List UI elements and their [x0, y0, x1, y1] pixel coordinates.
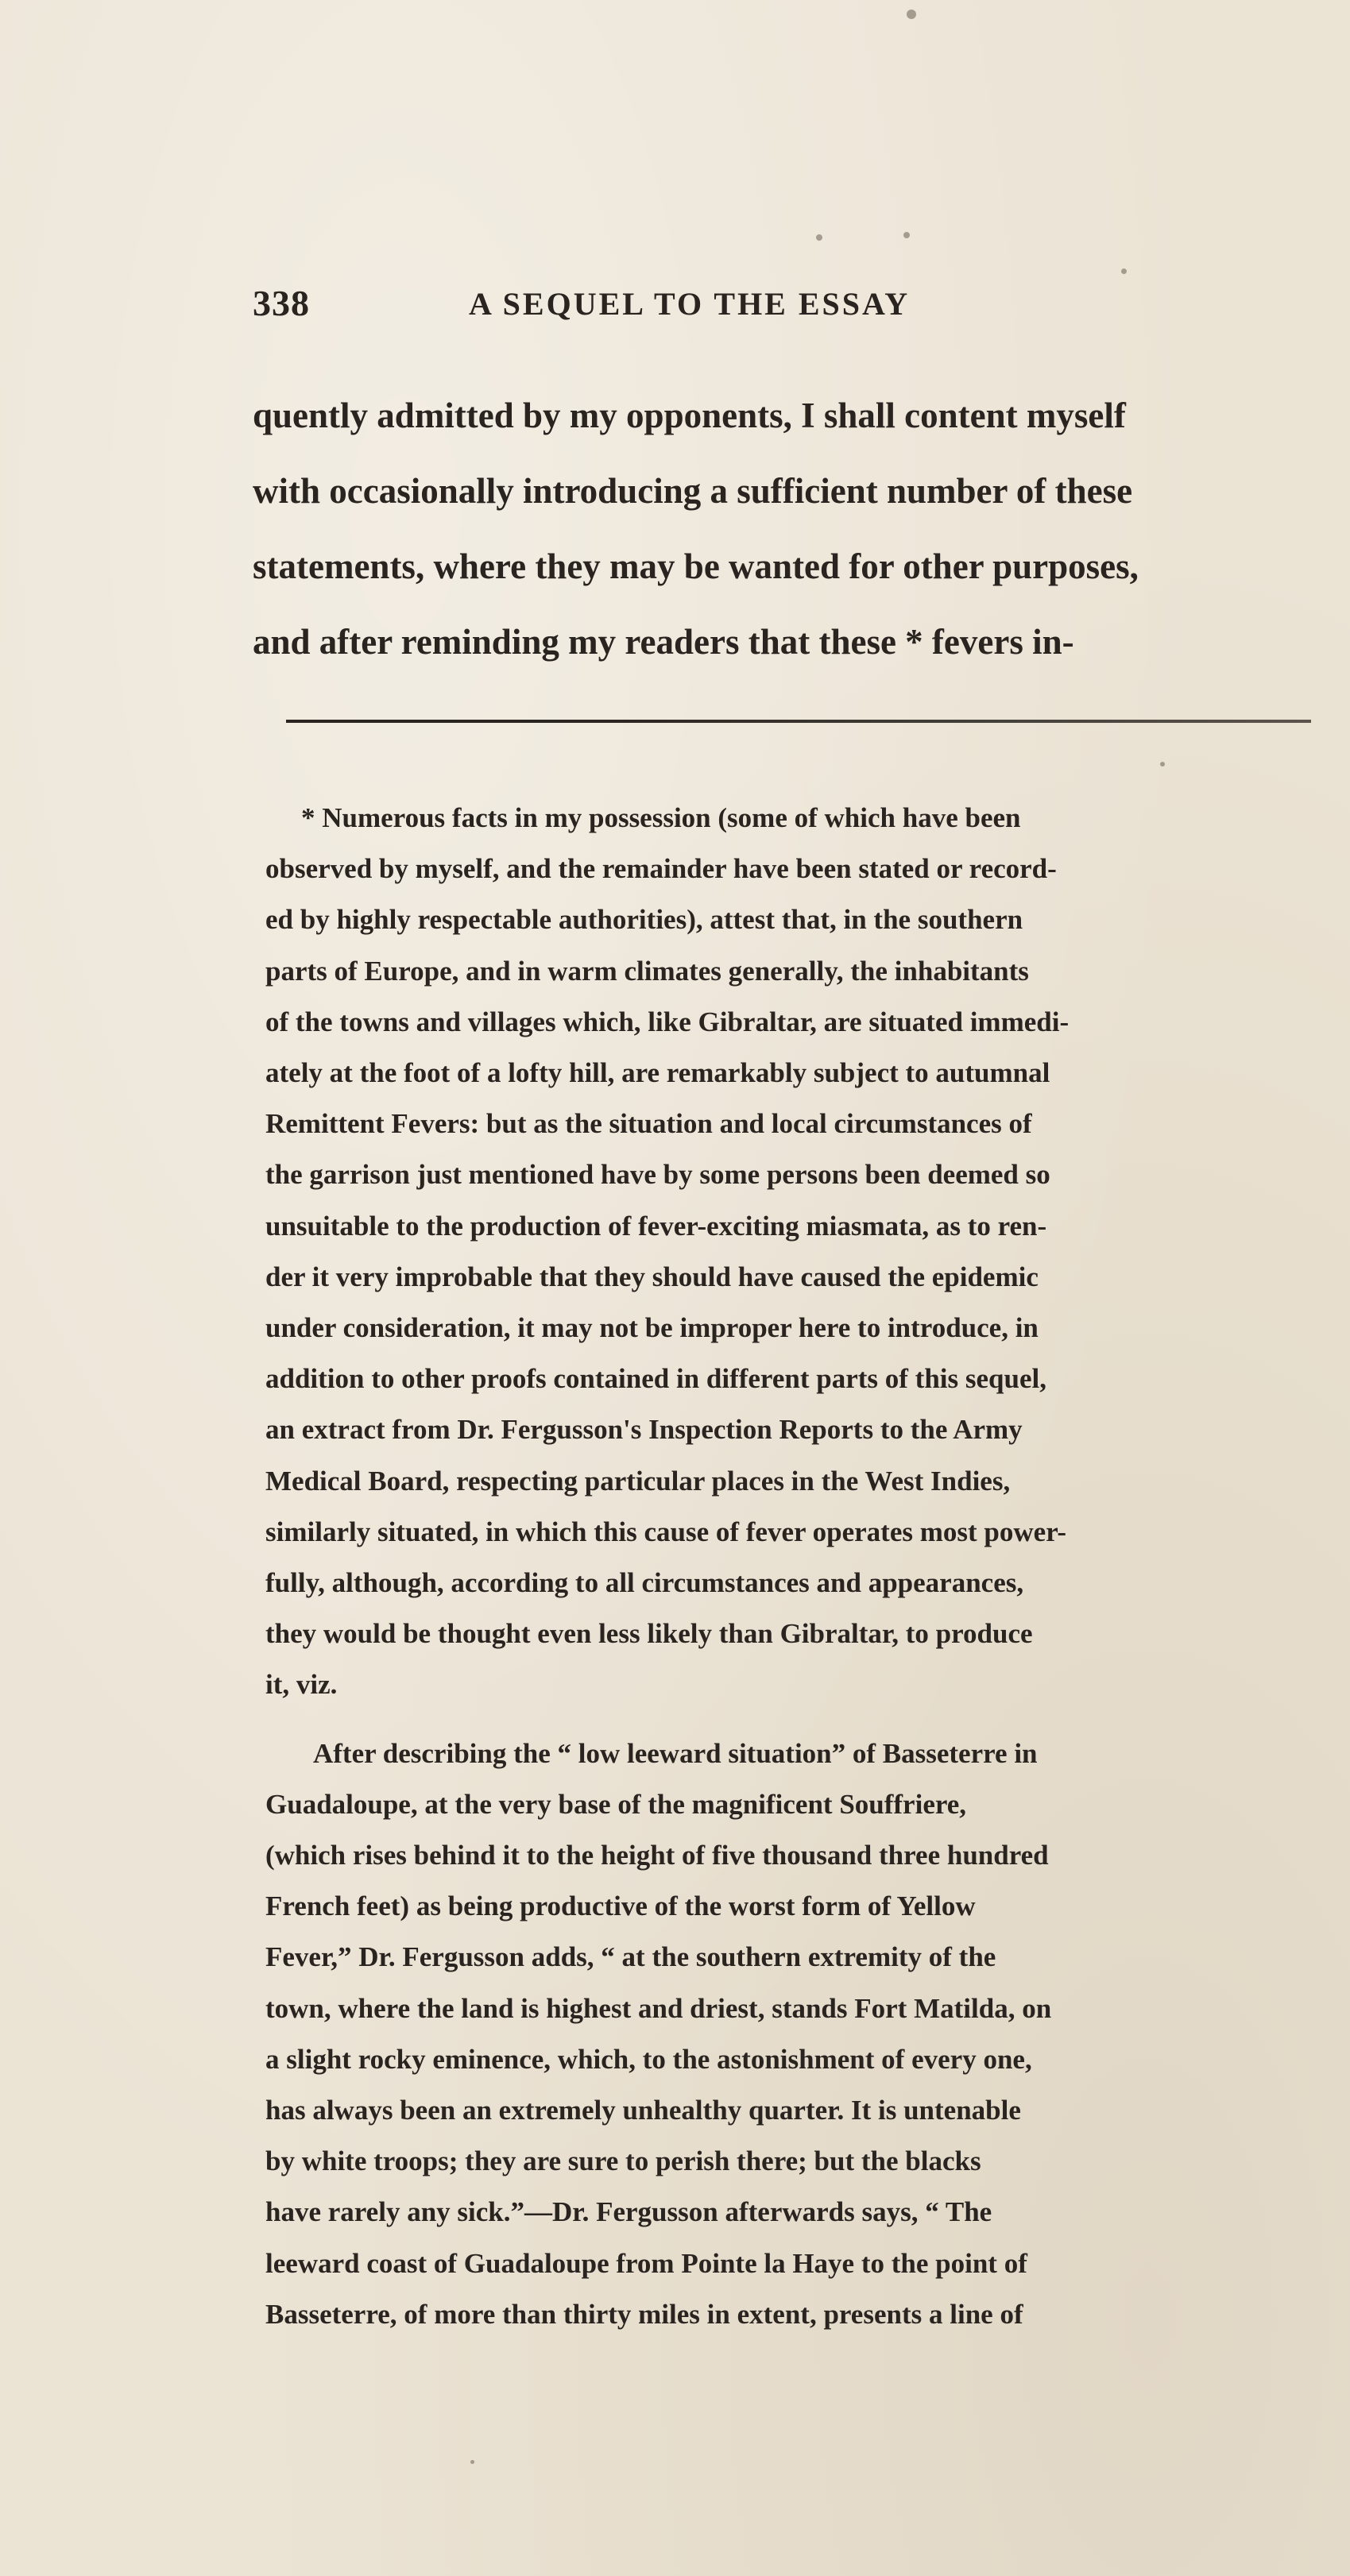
- footnote-line: ed by highly respectable authorities), attest that, in the southern: [265, 904, 1023, 936]
- page-number: 338: [253, 283, 310, 323]
- footnote-line: Guadaloupe, at the very base of the magnificent Souffriere,: [265, 1788, 967, 1820]
- page-header: [253, 282, 1151, 338]
- footnote-line: similarly situated, in which this cause of fever operates most power-: [265, 1516, 1067, 1547]
- main-text-line: statements, where they may be wanted for other purposes,: [253, 546, 1139, 586]
- main-text-line: quently admitted by my opponents, I shall content myself: [253, 396, 1126, 435]
- footnote-line: it, viz.: [265, 1669, 338, 1701]
- main-text-line: and after reminding my readers that these * fevers in-: [253, 622, 1074, 662]
- footnote-line: has always been an extremely unhealthy quarter. It is untenable: [265, 2095, 1021, 2126]
- footnote-line: fully, although, according to all circumstances and appearances,: [265, 1567, 1024, 1599]
- footnote-line: by white troops; they are sure to perish there; but the blacks: [265, 2145, 981, 2177]
- running-head: A SEQUEL TO THE ESSAY: [469, 286, 911, 322]
- footnote-line: der it very improbable that they should have caused the epidemic: [265, 1261, 1039, 1292]
- footnote-line: the garrison just mentioned have by some persons been deemed so: [265, 1159, 1050, 1191]
- footnote-line: a slight rocky eminence, which, to the astonishment of every one,: [265, 2043, 1032, 2075]
- footnote-line: Medical Board, respecting particular places in the West Indies,: [265, 1465, 1011, 1497]
- footnote-line: unsuitable to the production of fever-exciting miasmata, as to ren-: [265, 1210, 1047, 1242]
- footnote-separator-rule: [286, 720, 1311, 723]
- paper-speck: [907, 10, 916, 19]
- footnote-line: * Numerous facts in my possession (some of which have been: [301, 802, 1021, 833]
- footnote-line: leeward coast of Guadaloupe from Pointe la Haye to the point of: [265, 2247, 1027, 2279]
- main-text-line: with occasionally introducing a sufficient number of these: [253, 471, 1133, 511]
- footnote-line: French feet) as being productive of the worst form of Yellow: [265, 1890, 976, 1922]
- footnote-line: (which rises behind it to the height of five thousand three hundred: [265, 1840, 1049, 1871]
- paper-speck: [1160, 762, 1165, 767]
- footnote-line: have rarely any sick.”—Dr. Fergusson afterwards says, “ The: [265, 2196, 992, 2228]
- paper-speck: [816, 234, 822, 241]
- footnote-line: parts of Europe, and in warm climates generally, the inhabitants: [265, 955, 1029, 987]
- footnote-line: Remittent Fevers: but as the situation and local circumstances of: [265, 1108, 1032, 1140]
- footnote-line: observed by myself, and the remainder have been stated or record-: [265, 853, 1057, 885]
- main-text: [253, 378, 1309, 680]
- footnote-line: After describing the “ low leeward situation” of Basseterre in: [313, 1737, 1038, 1769]
- footnote-line: under consideration, it may not be improper here to introduce, in: [265, 1312, 1039, 1344]
- paper-speck: [1121, 268, 1127, 274]
- footnote-line: Basseterre, of more than thirty miles in extent, presents a line of: [265, 2298, 1023, 2330]
- paper-speck: [470, 2460, 474, 2464]
- footnote-line: an extract from Dr. Fergusson's Inspection Reports to the Army: [265, 1414, 1023, 1446]
- footnote-line: ately at the foot of a lofty hill, are remarkably subject to autumnal: [265, 1057, 1050, 1089]
- footnote-line: Fever,” Dr. Fergusson adds, “ at the southern extremity of the: [265, 1941, 996, 1973]
- footnote: [265, 793, 1314, 2340]
- footnote-line: town, where the land is highest and driest, stands Fort Matilda, on: [265, 1992, 1052, 2024]
- footnote-line: they would be thought even less likely than Gibraltar, to produce: [265, 1618, 1033, 1650]
- paper-speck: [903, 232, 910, 238]
- footnote-line: of the towns and villages which, like Gibraltar, are situated immedi-: [265, 1006, 1070, 1037]
- footnote-line: addition to other proofs contained in different parts of this sequel,: [265, 1363, 1046, 1395]
